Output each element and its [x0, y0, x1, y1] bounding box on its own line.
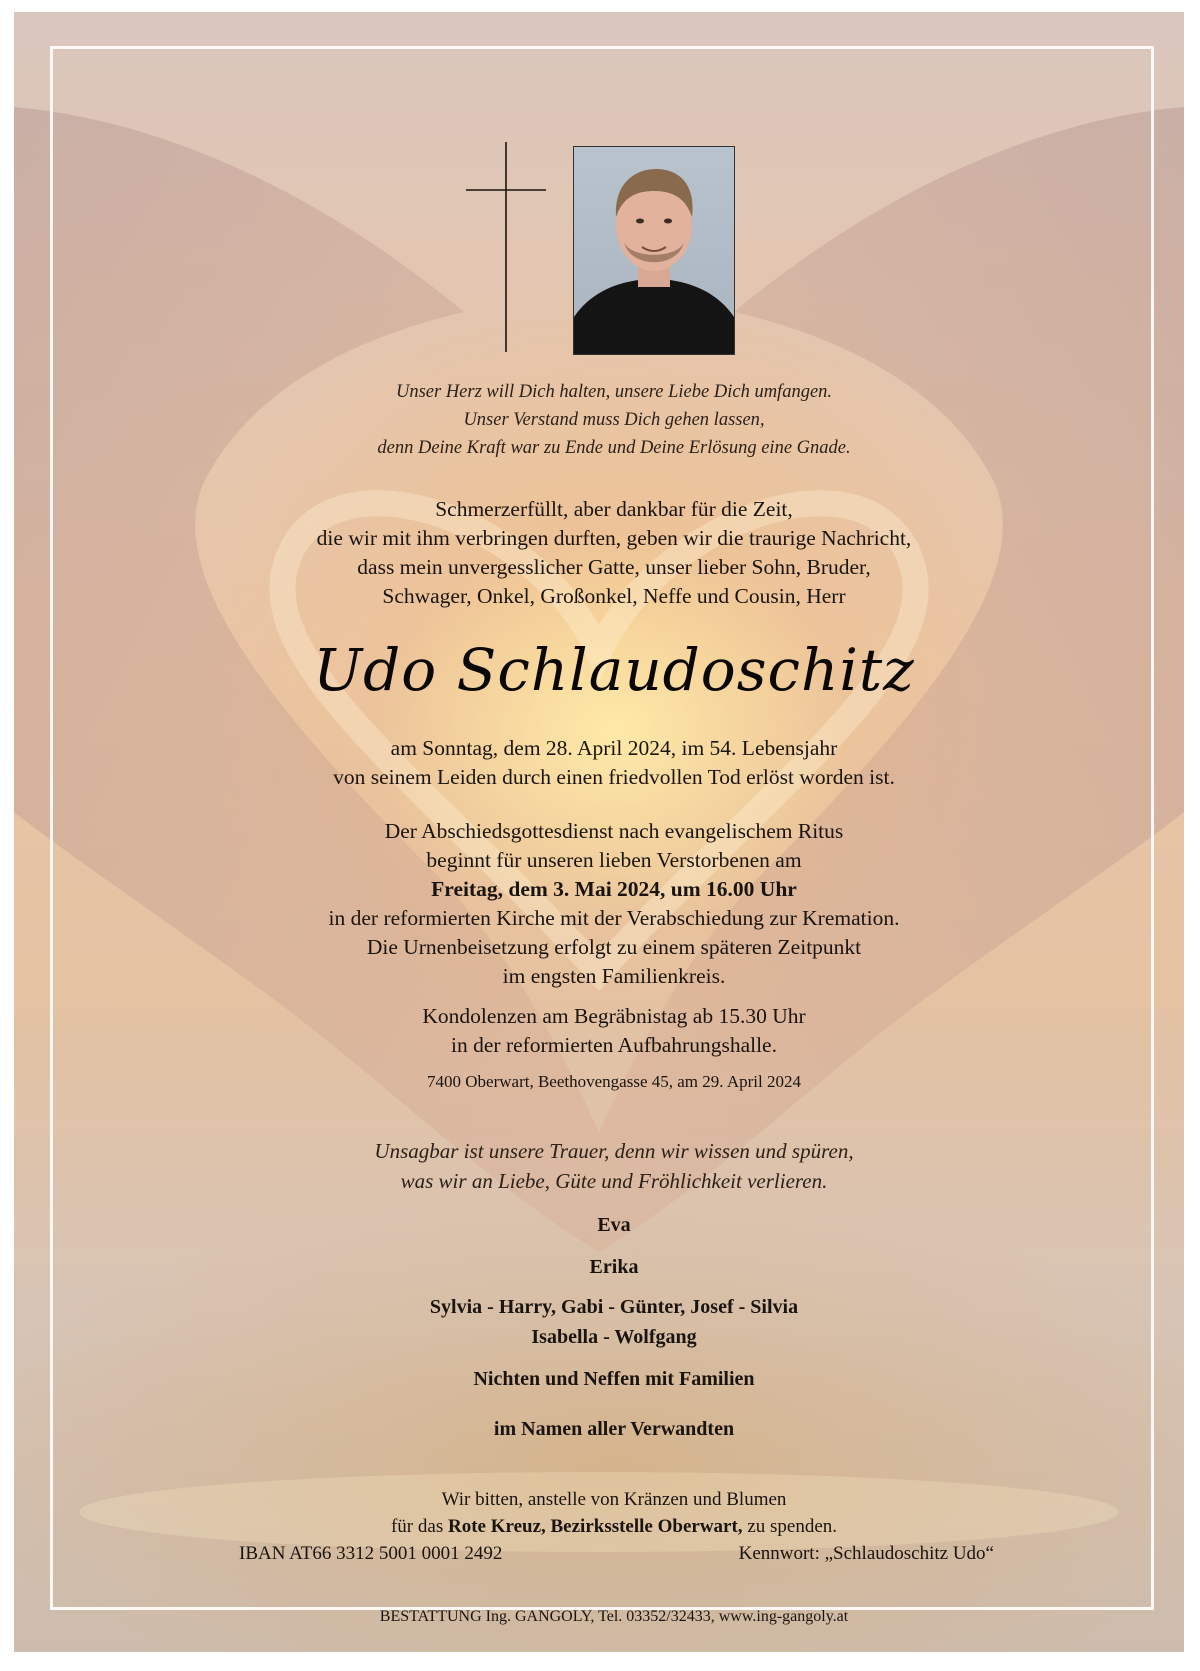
donation-keyword: Kennwort: „Schlaudoschitz Udo“ [738, 1543, 994, 1564]
poem-line: Unser Verstand muss Dich gehen lassen, [463, 410, 765, 430]
mourners-list [114, 1210, 1114, 1444]
verse-line: Unsagbar ist unsere Trauer, denn wir wissen und spüren, [374, 1139, 854, 1163]
condolence-line: in der reformierten Aufbahrungshalle. [451, 1033, 777, 1057]
funeral-home-footer: BESTATTUNG Ing. GANGOLY, Tel. 03352/32433, www.ing-gangoly.at [379, 1608, 849, 1625]
opening-poem [114, 378, 1114, 462]
intro-line: dass mein unvergesslicher Gatte, unser lieber Sohn, Bruder, [357, 555, 871, 579]
donation-line [114, 1513, 1114, 1540]
death-line: am Sonntag, dem 28. April 2024, im 54. Lebensjahr [390, 736, 838, 760]
donation-prefix: für das [390, 1516, 448, 1537]
service-line: beginnt für unseren lieben Verstorbenen am [426, 848, 802, 872]
donation-request [114, 1486, 1114, 1540]
service-line: in der reformierten Kirche mit der Verabschiedung zur Kremation. [328, 906, 900, 930]
service-line: Der Abschiedsgottesdienst nach evangelischem Ritus [384, 819, 844, 843]
mourner-entry: im Namen aller Verwandten [493, 1418, 735, 1440]
mourner-entry: Isabella - Wolfgang [531, 1326, 697, 1348]
donation-suffix: zu spenden. [742, 1516, 838, 1537]
burial-line: im engsten Familienkreis. [502, 964, 726, 988]
death-line: von seinem Leiden durch einen friedvollen Tod erlöst worden ist. [333, 765, 895, 789]
donation-line: Wir bitten, anstelle von Kränzen und Blumen [441, 1489, 787, 1510]
intro-text [114, 495, 1114, 611]
condolences-note [114, 1002, 1114, 1060]
intro-line: Schwager, Onkel, Großonkel, Neffe und Cousin, Herr [382, 584, 846, 608]
urn-burial-note [114, 933, 1114, 991]
cross-icon [466, 142, 546, 352]
condolence-line: Kondolenzen am Begräbnistag ab 15.30 Uhr [422, 1004, 806, 1028]
bank-details [239, 1540, 994, 1568]
obituary-sheet [14, 12, 1184, 1652]
portrait-photo [573, 146, 735, 355]
mourner-entry: Erika [589, 1256, 639, 1278]
death-notice [114, 734, 1114, 792]
poem-line: denn Deine Kraft war zu Ende und Deine Erlösung eine Gnade. [377, 438, 851, 458]
poem-line: Unser Herz will Dich halten, unsere Liebe Dich umfangen. [395, 382, 833, 402]
burial-line: Die Urnenbeisetzung erfolgt zu einem späteren Zeitpunkt [366, 935, 862, 959]
verse-line: was wir an Liebe, Güte und Fröhlichkeit verlieren. [400, 1169, 828, 1193]
intro-line: Schmerzerfüllt, aber dankbar für die Zeit, [435, 497, 793, 521]
iban-number: IBAN AT66 3312 5001 0001 2492 [239, 1543, 503, 1564]
deceased-name: Udo Schlaudoschitz [313, 636, 915, 704]
place-and-date: 7400 Oberwart, Beethovengasse 45, am 29. April 2024 [427, 1072, 801, 1091]
intro-line: die wir mit ihm verbringen durften, geben wir die traurige Nachricht, [316, 526, 912, 550]
mourner-entry: Nichten und Neffen mit Familien [473, 1368, 755, 1390]
closing-verse [114, 1136, 1114, 1196]
mourner-entry: Sylvia - Harry, Gabi - Günter, Josef - Silvia [429, 1296, 799, 1318]
service-date: Freitag, dem 3. Mai 2024, um 16.00 Uhr [431, 877, 797, 901]
donation-recipient: Rote Kreuz, Bezirksstelle Oberwart, [447, 1516, 743, 1537]
funeral-service [114, 817, 1114, 933]
mourner-entry: Eva [597, 1214, 631, 1236]
